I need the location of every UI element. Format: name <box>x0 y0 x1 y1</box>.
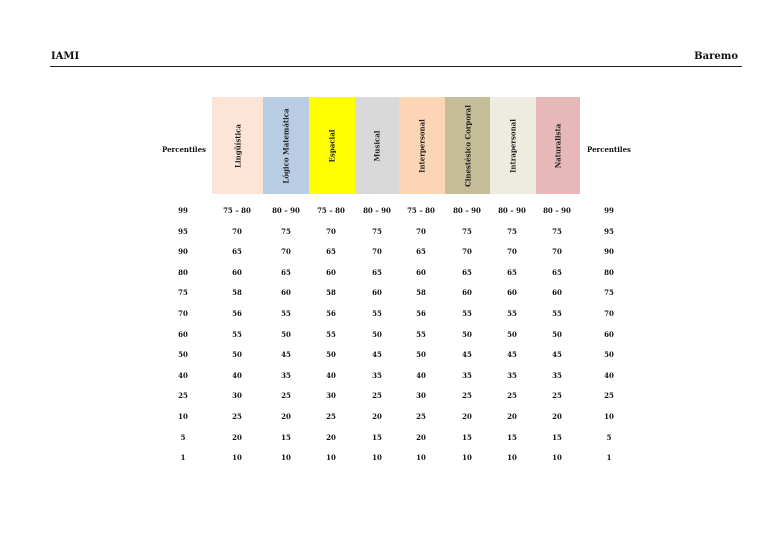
score-cell: 70 <box>232 226 242 236</box>
score-cell: 20 <box>462 412 472 421</box>
column-header <box>263 97 309 194</box>
table-row <box>0 433 768 445</box>
percentile-cell-left: 80 <box>178 267 188 277</box>
score-cell: 70 <box>552 247 562 257</box>
score-cell: 56 <box>326 309 336 318</box>
score-cell: 45 <box>462 350 472 360</box>
score-cell: 15 <box>462 432 472 442</box>
score-cell: 10 <box>372 453 382 463</box>
score-cell: 55 <box>462 309 472 318</box>
score-cell: 60 <box>372 288 382 298</box>
percentile-cell-left: 1 <box>180 453 186 463</box>
score-cell: 25 <box>281 391 291 401</box>
score-cell: 50 <box>552 329 562 339</box>
score-cell: 55 <box>326 329 336 339</box>
score-cell: 25 <box>507 391 517 401</box>
column-header <box>536 97 580 194</box>
column-header-label: Lingüística <box>233 123 242 168</box>
score-cell: 35 <box>507 370 517 380</box>
score-cell: 50 <box>462 329 472 339</box>
score-cell: 75 – 80 <box>223 206 251 215</box>
percentiles-label-right: Percentiles <box>587 145 631 154</box>
score-cell: 55 <box>507 309 517 318</box>
score-cell: 35 <box>281 370 291 380</box>
score-cell: 40 <box>416 370 426 380</box>
score-cell: 65 <box>552 267 562 277</box>
table-row <box>0 391 768 403</box>
percentile-cell-right: 99 <box>604 206 614 215</box>
column-header-label: Lógico Matemática <box>281 107 291 184</box>
score-cell: 70 <box>326 226 336 236</box>
score-cell: 40 <box>232 370 242 380</box>
score-cell: 70 <box>281 247 291 257</box>
column-header <box>355 97 399 194</box>
score-cell: 56 <box>416 309 426 318</box>
score-cell: 60 <box>507 288 517 298</box>
score-cell: 58 <box>232 288 242 298</box>
percentile-cell-left: 60 <box>178 329 188 339</box>
page-header <box>50 50 742 67</box>
score-cell: 10 <box>416 453 426 463</box>
column-header-label: Cinestésico Corporal <box>463 104 472 187</box>
table-row <box>0 206 768 218</box>
score-cell: 20 <box>552 412 562 421</box>
score-cell: 50 <box>326 350 336 360</box>
score-cell: 75 – 80 <box>317 206 345 215</box>
score-cell: 65 <box>326 247 336 257</box>
table-row <box>0 330 768 342</box>
percentile-cell-right: 10 <box>604 412 614 421</box>
score-cell: 65 <box>232 247 242 257</box>
score-cell: 55 <box>416 329 426 339</box>
score-cell: 65 <box>507 267 517 277</box>
column-header-label: Interpersonal <box>417 118 427 173</box>
percentile-cell-right: 75 <box>604 288 614 298</box>
score-cell: 70 <box>372 247 382 257</box>
score-cell: 70 <box>507 247 517 257</box>
score-cell: 60 <box>462 288 472 298</box>
score-cell: 65 <box>462 267 472 277</box>
score-cell: 25 <box>416 412 426 421</box>
score-cell: 75 <box>281 226 291 236</box>
percentile-cell-left: 99 <box>178 206 188 215</box>
score-cell: 55 <box>232 329 242 339</box>
column-header-label: Musical <box>372 130 382 161</box>
score-cell: 25 <box>372 391 382 401</box>
score-cell: 50 <box>416 350 426 360</box>
score-cell: 25 <box>552 391 562 401</box>
score-cell: 70 <box>462 247 472 257</box>
table-row <box>0 412 768 424</box>
header-title-right: Baremo <box>694 51 738 62</box>
score-cell: 80 – 90 <box>363 206 391 215</box>
percentile-cell-right: 90 <box>604 247 614 257</box>
score-cell: 10 <box>462 453 472 463</box>
score-cell: 20 <box>232 432 242 442</box>
header-title-left: IAMI <box>51 51 80 62</box>
score-cell: 20 <box>326 432 336 442</box>
score-cell: 60 <box>552 288 562 298</box>
score-cell: 60 <box>326 267 336 277</box>
score-cell: 75 – 80 <box>407 206 435 215</box>
percentile-cell-left: 40 <box>178 370 188 380</box>
score-cell: 10 <box>326 453 336 463</box>
score-cell: 25 <box>462 391 472 401</box>
score-cell: 10 <box>507 453 517 463</box>
score-cell: 65 <box>416 247 426 257</box>
score-cell: 50 <box>372 329 382 339</box>
score-cell: 15 <box>281 432 291 442</box>
score-cell: 40 <box>326 370 336 380</box>
score-cell: 45 <box>552 350 562 360</box>
score-cell: 50 <box>281 329 291 339</box>
score-cell: 75 <box>372 226 382 236</box>
score-cell: 75 <box>552 226 562 236</box>
percentile-cell-right: 5 <box>606 432 612 442</box>
percentile-cell-left: 5 <box>180 432 186 442</box>
score-cell: 56 <box>232 309 242 318</box>
column-header <box>445 97 490 194</box>
percentile-cell-right: 25 <box>604 391 614 401</box>
score-cell: 50 <box>507 329 517 339</box>
score-cell: 58 <box>326 288 336 298</box>
percentile-cell-left: 25 <box>178 391 188 401</box>
table-row <box>0 247 768 259</box>
percentile-cell-right: 80 <box>604 267 614 277</box>
score-cell: 35 <box>372 370 382 380</box>
percentile-cell-left: 50 <box>178 350 188 360</box>
column-header-label: Intrapersonal <box>508 118 518 173</box>
score-cell: 15 <box>372 432 382 442</box>
table-row <box>0 288 768 300</box>
score-cell: 30 <box>416 391 426 401</box>
score-cell: 20 <box>507 412 517 421</box>
score-cell: 65 <box>281 267 291 277</box>
score-cell: 80 – 90 <box>543 206 571 215</box>
score-cell: 15 <box>507 432 517 442</box>
percentile-cell-left: 95 <box>178 226 188 236</box>
score-cell: 50 <box>232 350 242 360</box>
score-cell: 55 <box>372 309 382 318</box>
score-cell: 65 <box>372 267 382 277</box>
column-header-label: Espacial <box>327 129 337 162</box>
score-cell: 35 <box>462 370 472 380</box>
score-cell: 60 <box>416 267 426 277</box>
table-row <box>0 268 768 280</box>
score-cell: 45 <box>281 350 291 360</box>
score-cell: 25 <box>232 412 242 421</box>
score-cell: 30 <box>232 391 242 401</box>
percentiles-label-left: Percentiles <box>162 145 206 154</box>
column-header <box>490 97 536 194</box>
score-cell: 20 <box>281 412 291 421</box>
percentile-cell-right: 50 <box>604 350 614 360</box>
score-cell: 58 <box>416 288 426 298</box>
score-cell: 80 – 90 <box>272 206 300 215</box>
percentile-cell-left: 90 <box>178 247 188 257</box>
column-header <box>212 97 263 194</box>
table-row <box>0 227 768 239</box>
score-cell: 70 <box>416 226 426 236</box>
score-cell: 10 <box>552 453 562 463</box>
score-cell: 10 <box>232 453 242 463</box>
score-cell: 45 <box>507 350 517 360</box>
score-cell: 75 <box>462 226 472 236</box>
percentile-cell-right: 60 <box>604 329 614 339</box>
score-cell: 25 <box>326 412 336 421</box>
score-cell: 60 <box>281 288 291 298</box>
percentile-cell-right: 95 <box>604 226 614 236</box>
score-cell: 30 <box>326 391 336 401</box>
table-row <box>0 309 768 321</box>
score-cell: 80 – 90 <box>453 206 481 215</box>
score-cell: 75 <box>507 226 517 236</box>
score-cell: 55 <box>281 309 291 318</box>
score-cell: 10 <box>281 453 291 463</box>
score-cell: 45 <box>372 350 382 360</box>
column-header-label: Naturalista <box>553 123 563 168</box>
table-row <box>0 453 768 465</box>
percentile-cell-left: 10 <box>178 412 188 421</box>
score-cell: 80 – 90 <box>498 206 526 215</box>
score-cell: 55 <box>552 309 562 318</box>
score-cell: 35 <box>552 370 562 380</box>
percentile-cell-left: 75 <box>178 288 188 298</box>
percentile-cell-right: 70 <box>604 309 614 318</box>
score-cell: 60 <box>232 267 242 277</box>
table-row <box>0 350 768 362</box>
percentile-cell-right: 1 <box>606 453 612 463</box>
percentile-cell-left: 70 <box>178 309 188 318</box>
score-cell: 20 <box>372 412 382 421</box>
column-header <box>399 97 445 194</box>
table-row <box>0 371 768 383</box>
percentile-cell-right: 40 <box>604 370 614 380</box>
column-header <box>309 97 355 194</box>
score-cell: 20 <box>416 432 426 442</box>
score-cell: 15 <box>552 432 562 442</box>
